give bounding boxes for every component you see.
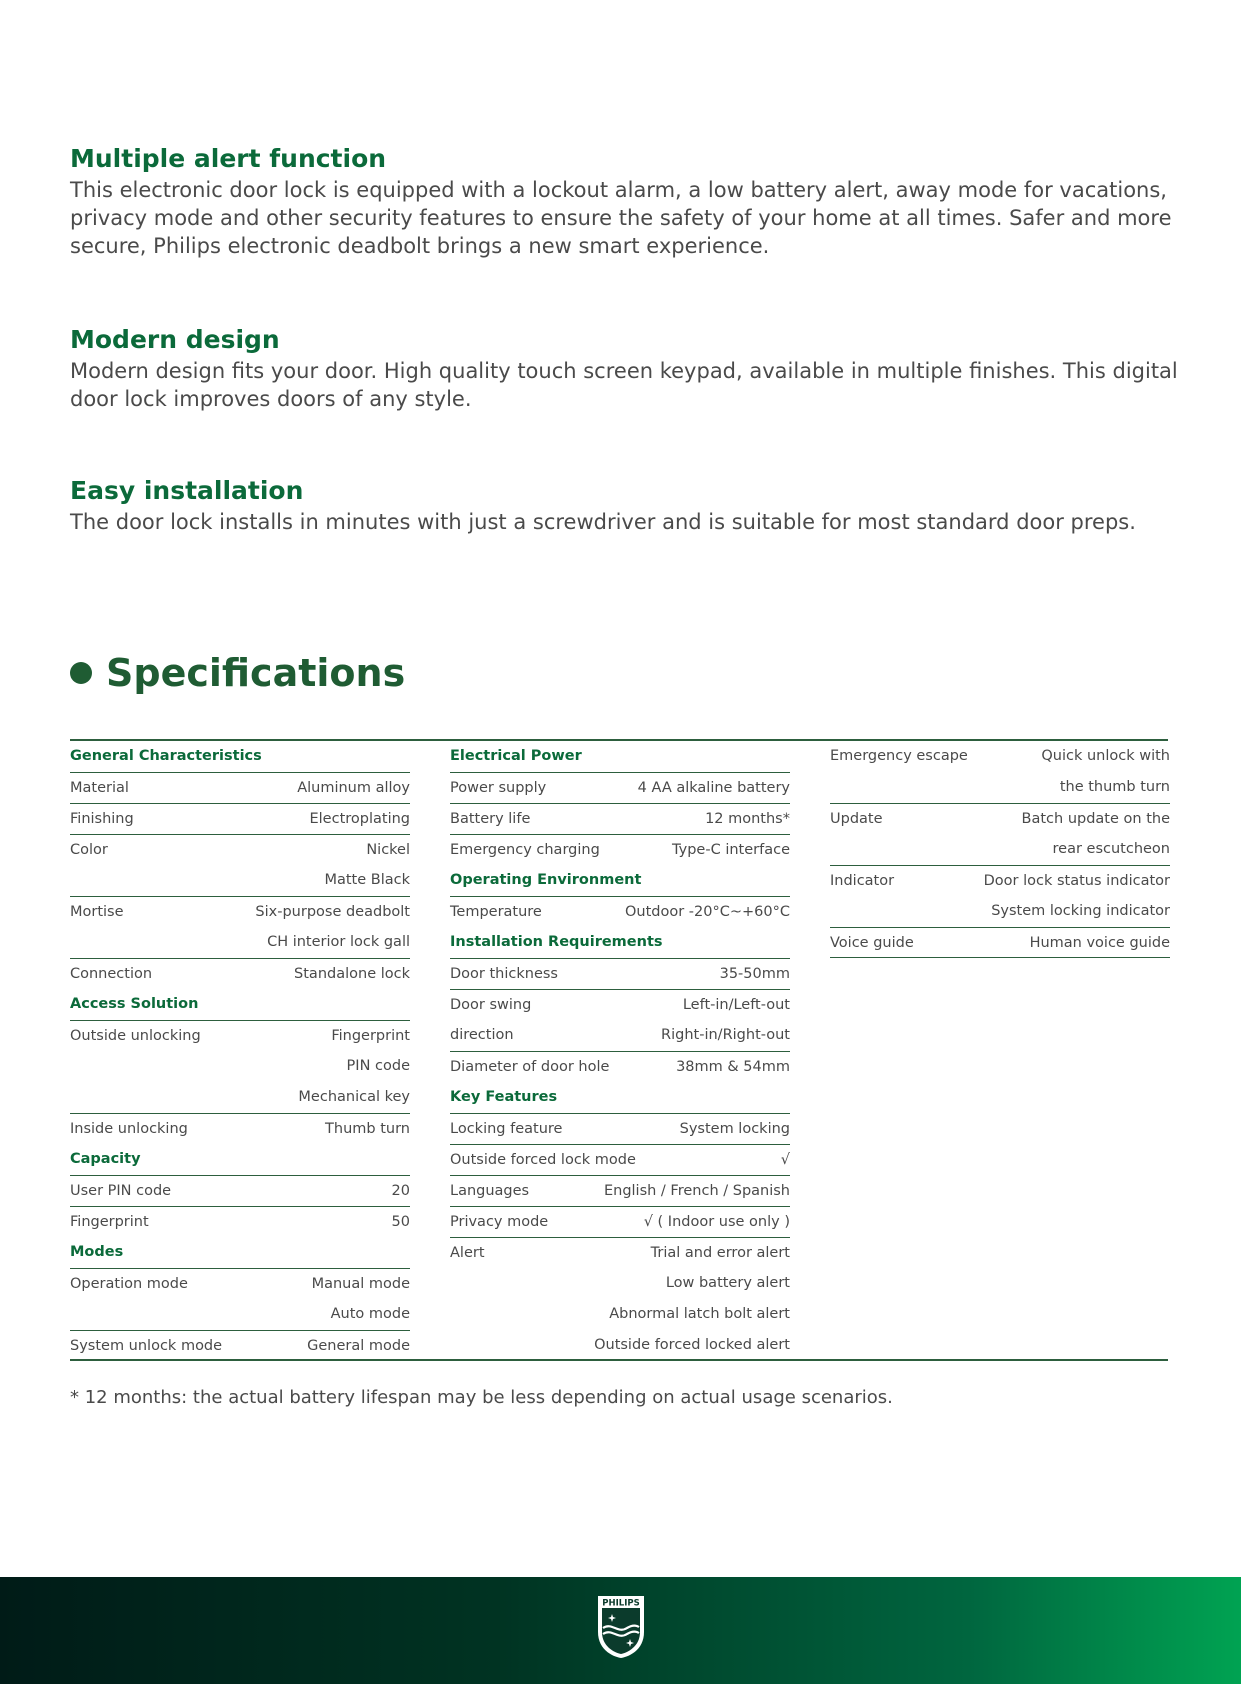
spec-row: [450, 958, 790, 989]
spec-section-header: [450, 927, 790, 958]
spec-row: [70, 958, 410, 989]
spec-value: 20: [391, 1183, 410, 1199]
spec-value: Aluminum alloy: [297, 780, 410, 796]
page-footer: [0, 1577, 1241, 1684]
spec-label: Emergency escape: [830, 748, 968, 764]
spec-section-header: [70, 1144, 410, 1175]
spec-label: Voice guide: [830, 935, 914, 951]
spec-label: Finishing: [70, 811, 134, 827]
spec-label: System unlock mode: [70, 1338, 223, 1354]
spec-section-title: Installation Requirements: [450, 934, 663, 950]
philips-shield-icon: [594, 1592, 648, 1660]
spec-row: [70, 1330, 410, 1361]
feature-title: Multiple alert function: [70, 144, 387, 173]
spec-label: Alert: [450, 1245, 485, 1261]
spec-section-title: Electrical Power: [450, 748, 582, 764]
bullet-dot-icon: [70, 662, 92, 684]
spec-row: [70, 803, 410, 834]
spec-label: Temperature: [450, 904, 542, 920]
spec-section-title: Operating Environment: [450, 872, 642, 888]
spec-row: [70, 1268, 410, 1299]
spec-value: Electroplating: [309, 811, 410, 827]
spec-label: Connection: [70, 966, 153, 982]
spec-value: Fingerprint: [331, 1028, 410, 1044]
spec-section-title: Capacity: [70, 1151, 141, 1167]
spec-label: Emergency charging: [450, 842, 600, 858]
spec-row: [70, 1206, 410, 1237]
spec-value: 50: [391, 1214, 410, 1230]
spec-section-header: [450, 741, 790, 772]
spec-section-title: Modes: [70, 1244, 124, 1260]
spec-value: Door lock status indicator: [983, 873, 1170, 889]
spec-section-title: General Characteristics: [70, 748, 262, 764]
spec-value: Standalone lock: [294, 966, 410, 982]
spec-value: Trial and error alert: [650, 1245, 790, 1261]
spec-column-3: [830, 741, 1170, 958]
spec-label: Door swing: [450, 997, 532, 1013]
spec-row: [450, 1175, 790, 1206]
spec-row: [70, 865, 410, 896]
feature-text: Modern design fits your door. High quality touch screen keypad, available in multiple finishes. This digital door lock improves doors of any style.: [70, 359, 1178, 411]
spec-section-title: Access Solution: [70, 996, 199, 1012]
spec-label: Privacy mode: [450, 1214, 549, 1230]
spec-label: Material: [70, 780, 129, 796]
spec-row: [830, 741, 1170, 772]
spec-section-title: Key Features: [450, 1089, 558, 1105]
spec-label: Fingerprint: [70, 1214, 149, 1230]
spec-value: Mechanical key: [298, 1089, 410, 1105]
feature-easy-installation: [70, 474, 1180, 536]
spec-row: [70, 1299, 410, 1330]
spec-label: Outside unlocking: [70, 1028, 201, 1044]
spec-label: Color: [70, 842, 108, 858]
spec-value: Auto mode: [330, 1306, 410, 1322]
spec-value: Nickel: [366, 842, 410, 858]
spec-value: Right-in/Right-out: [661, 1027, 790, 1043]
spec-row: [70, 896, 410, 927]
spec-label: Inside unlocking: [70, 1121, 188, 1137]
spec-row: [450, 1206, 790, 1237]
feature-title: Modern design: [70, 325, 280, 354]
spec-row: [450, 989, 790, 1020]
spec-value: Manual mode: [311, 1276, 410, 1292]
spec-row: [450, 772, 790, 803]
spec-row: [830, 865, 1170, 896]
spec-value: Matte Black: [324, 872, 410, 888]
spec-row: [830, 834, 1170, 865]
spec-value: System locking: [679, 1121, 790, 1137]
spec-row: [70, 1020, 410, 1051]
spec-row: [70, 1051, 410, 1082]
spec-value: Six-purpose deadbolt: [255, 904, 410, 920]
feature-multiple-alert: [70, 142, 1180, 260]
spec-row: [450, 1144, 790, 1175]
spec-label: Operation mode: [70, 1276, 188, 1292]
spec-label: Mortise: [70, 904, 124, 920]
spec-label: direction: [450, 1027, 514, 1043]
spec-row: [70, 1113, 410, 1144]
spec-value: 4 AA alkaline battery: [637, 780, 790, 796]
spec-section-header: [70, 741, 410, 772]
spec-value: Outside forced locked alert: [594, 1337, 790, 1353]
spec-row: [830, 772, 1170, 803]
feature-text: The door lock installs in minutes with just a screwdriver and is suitable for most standard door preps.: [70, 510, 1136, 534]
feature-text: This electronic door lock is equipped with a lockout alarm, a low battery alert, away mode for vacations, privacy mode and other security features to ensure the safety of your home at all times. Safer and more secure, Philips electronic deadbolt brings a new smart experience.: [70, 178, 1172, 258]
spec-section-header: [70, 1237, 410, 1268]
spec-row: [70, 1082, 410, 1113]
spec-row: [450, 1268, 790, 1299]
spec-label: Indicator: [830, 873, 895, 889]
spec-value: General mode: [307, 1338, 410, 1354]
spec-row: [450, 1330, 790, 1361]
spec-row: [70, 834, 410, 865]
spec-row: [450, 896, 790, 927]
specifications-table: [70, 739, 1168, 1361]
spec-label: Update: [830, 811, 883, 827]
spec-value: Thumb turn: [325, 1121, 410, 1137]
spec-section-header: [450, 1082, 790, 1113]
spec-value: Type-C interface: [672, 842, 790, 858]
spec-label: Power supply: [450, 780, 547, 796]
spec-label: User PIN code: [70, 1183, 172, 1199]
spec-row: [830, 927, 1170, 958]
spec-value: Batch update on the: [1021, 811, 1170, 827]
specifications-title: Specifications: [106, 651, 406, 695]
spec-value: 38mm & 54mm: [676, 1059, 790, 1075]
spec-value: Quick unlock with: [1041, 748, 1170, 764]
spec-value: 12 months*: [705, 811, 790, 827]
spec-row: [70, 1175, 410, 1206]
spec-column-1: [70, 741, 410, 1361]
spec-value: CH interior lock gall: [267, 934, 410, 950]
feature-title: Easy installation: [70, 476, 304, 505]
spec-label: Languages: [450, 1183, 530, 1199]
spec-row: [450, 1113, 790, 1144]
spec-value: √ ( Indoor use only ): [643, 1214, 790, 1230]
spec-section-header: [70, 989, 410, 1020]
spec-row: [450, 1020, 790, 1051]
spec-label: Locking feature: [450, 1121, 563, 1137]
spec-value: English / French / Spanish: [603, 1183, 790, 1199]
spec-row: [830, 896, 1170, 927]
spec-value: rear escutcheon: [1052, 841, 1170, 857]
spec-row: [450, 1051, 790, 1082]
spec-label: Outside forced lock mode: [450, 1152, 636, 1168]
logo-text: PHILIPS: [602, 1598, 640, 1609]
spec-value: 35-50mm: [719, 966, 790, 982]
spec-value: Abnormal latch bolt alert: [609, 1306, 790, 1322]
feature-modern-design: [70, 323, 1180, 413]
spec-value: Left-in/Left-out: [682, 997, 790, 1013]
spec-row: [450, 1237, 790, 1268]
spec-row: [70, 772, 410, 803]
spec-label: Diameter of door hole: [450, 1059, 610, 1075]
spec-value: Outdoor -20°C~+60°C: [625, 904, 790, 920]
spec-section-header: [450, 865, 790, 896]
spec-value: Human voice guide: [1029, 935, 1170, 951]
spec-row: [450, 834, 790, 865]
spec-column-2: [450, 741, 790, 1361]
battery-footnote: * 12 months: the actual battery lifespan may be less depending on actual usage scenarios.: [70, 1387, 893, 1408]
spec-row: [450, 803, 790, 834]
spec-label: Door thickness: [450, 966, 558, 982]
spec-value: √: [780, 1152, 790, 1168]
spec-row: [70, 927, 410, 958]
spec-value: the thumb turn: [1059, 779, 1170, 795]
spec-value: System locking indicator: [991, 903, 1170, 919]
spec-value: PIN code: [346, 1058, 410, 1074]
spec-label: Battery life: [450, 811, 531, 827]
spec-row: [450, 1299, 790, 1330]
specifications-heading: [70, 648, 405, 698]
spec-value: Low battery alert: [665, 1275, 790, 1291]
spec-row: [830, 803, 1170, 834]
